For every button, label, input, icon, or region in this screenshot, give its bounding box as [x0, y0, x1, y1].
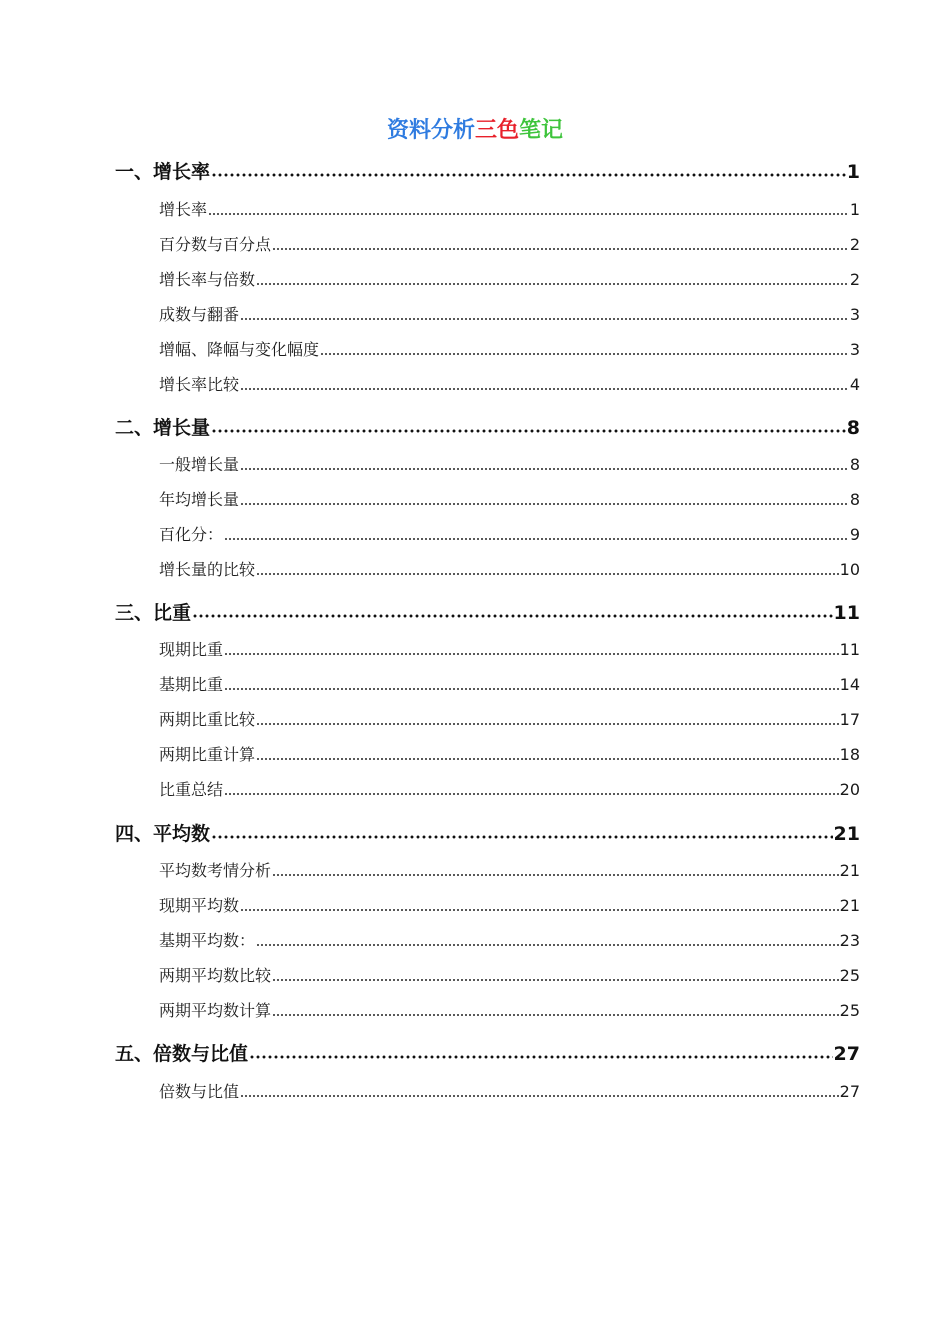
dot-leader	[240, 315, 849, 321]
dot-leader	[272, 245, 849, 251]
toc-item-page: 2	[849, 235, 860, 254]
toc-item-page: 8	[849, 455, 860, 474]
dot-leader	[272, 976, 839, 982]
dot-leader	[208, 210, 849, 216]
toc-item-label: 两期比重比较	[159, 710, 256, 729]
toc-item[interactable]	[159, 558, 860, 582]
dot-leader	[272, 1011, 839, 1017]
toc-item[interactable]	[159, 453, 860, 477]
toc-item[interactable]	[159, 673, 860, 697]
toc-item-page: 21	[839, 896, 860, 915]
toc-item-label: 平均数考情分析	[159, 861, 272, 880]
toc-item[interactable]	[159, 929, 860, 953]
toc-item-label: 现期平均数	[159, 896, 240, 915]
dot-leader	[211, 833, 833, 840]
dot-leader	[240, 906, 839, 912]
toc-section-label: 五、倍数与比值	[115, 1043, 249, 1065]
toc-item[interactable]	[159, 999, 860, 1023]
toc-item-label: 增长率	[159, 200, 208, 219]
toc-item[interactable]	[159, 303, 860, 327]
toc-section-page: 27	[833, 1043, 860, 1065]
dot-leader	[240, 385, 849, 391]
toc-item-page: 4	[849, 375, 860, 394]
toc-item-label: 成数与翻番	[159, 305, 240, 324]
toc-item[interactable]	[159, 373, 860, 397]
toc-item-page: 23	[839, 931, 860, 950]
toc-item[interactable]	[159, 708, 860, 732]
dot-leader	[256, 720, 839, 726]
toc-item-label: 比重总结	[159, 780, 224, 799]
toc-item-label: 两期平均数计算	[159, 1001, 272, 1020]
toc-item-page: 3	[849, 305, 860, 324]
title-part-1: 资料分析	[386, 118, 475, 143]
toc-section-page: 1	[846, 161, 860, 183]
toc-item-page: 17	[839, 710, 860, 729]
toc-item[interactable]	[159, 198, 860, 222]
toc-item[interactable]	[159, 964, 860, 988]
toc-section[interactable]	[115, 156, 860, 184]
dot-leader	[224, 685, 839, 691]
dot-leader	[272, 871, 839, 877]
toc-item-page: 27	[839, 1082, 860, 1101]
dot-leader	[240, 465, 849, 471]
dot-leader	[211, 171, 846, 178]
toc-item-label: 一般增长量	[159, 455, 240, 474]
toc-section-label: 三、比重	[115, 602, 192, 624]
dot-leader	[256, 755, 839, 761]
dot-leader	[240, 500, 849, 506]
toc-item[interactable]	[159, 268, 860, 292]
toc-item-label: 现期比重	[159, 640, 224, 659]
toc-item-label: 百分数与百分点	[159, 235, 272, 254]
dot-leader	[211, 427, 846, 434]
dot-leader	[224, 535, 849, 541]
toc-item-label: 增长量的比较	[159, 560, 256, 579]
toc-item-label: 增幅、降幅与变化幅度	[159, 340, 320, 359]
dot-leader	[320, 350, 849, 356]
toc-item[interactable]	[159, 338, 860, 362]
toc-section-page: 11	[833, 602, 860, 624]
toc-item-label: 基期平均数：	[159, 931, 256, 950]
title-part-2: 三色	[474, 118, 519, 143]
toc-item[interactable]	[159, 523, 860, 547]
toc-item[interactable]	[159, 638, 860, 662]
toc-item-page: 25	[839, 966, 860, 985]
toc-item-label: 两期比重计算	[159, 745, 256, 764]
toc-item-page: 2	[849, 270, 860, 289]
toc-item-page: 10	[839, 560, 860, 579]
dot-leader	[192, 612, 833, 619]
toc-item-label: 倍数与比值	[159, 1082, 240, 1101]
toc-item[interactable]	[159, 488, 860, 512]
toc-section[interactable]	[115, 412, 860, 440]
toc-item-page: 18	[839, 745, 860, 764]
toc-item-page: 9	[849, 525, 860, 544]
toc-section-page: 21	[833, 823, 860, 845]
dot-leader	[240, 1092, 839, 1098]
toc-section-label: 二、增长量	[115, 417, 211, 439]
toc-item-page: 11	[839, 640, 860, 659]
toc-item-label: 两期平均数比较	[159, 966, 272, 985]
toc-item-page: 21	[839, 861, 860, 880]
toc-item[interactable]	[159, 1080, 860, 1104]
toc-item-page: 20	[839, 780, 860, 799]
toc-item-page: 25	[839, 1001, 860, 1020]
toc-item[interactable]	[159, 233, 860, 257]
toc-item-page: 3	[849, 340, 860, 359]
toc-item-page: 14	[839, 675, 860, 694]
toc-item[interactable]	[159, 743, 860, 767]
toc-section[interactable]	[115, 1038, 860, 1066]
dot-leader	[224, 790, 839, 796]
toc-section-label: 四、平均数	[115, 823, 211, 845]
dot-leader	[249, 1053, 833, 1060]
dot-leader	[256, 570, 839, 576]
toc-item-label: 年均增长量	[159, 490, 240, 509]
toc-item-label: 增长率比较	[159, 375, 240, 394]
toc-item[interactable]	[159, 778, 860, 802]
dot-leader	[224, 650, 839, 656]
dot-leader	[256, 941, 839, 947]
toc-section-label: 一、增长率	[115, 161, 211, 183]
toc-item[interactable]	[159, 859, 860, 883]
title-part-3: 笔记	[519, 118, 564, 143]
toc-item-page: 8	[849, 490, 860, 509]
toc-section[interactable]	[115, 818, 860, 846]
toc-item-label: 增长率与倍数	[159, 270, 256, 289]
toc-section[interactable]	[115, 597, 860, 625]
dot-leader	[256, 280, 849, 286]
toc-item-page: 1	[849, 200, 860, 219]
toc-item-label: 百化分：	[159, 525, 224, 544]
toc-item[interactable]	[159, 894, 860, 918]
toc-item-label: 基期比重	[159, 675, 224, 694]
toc-section-page: 8	[846, 417, 860, 439]
